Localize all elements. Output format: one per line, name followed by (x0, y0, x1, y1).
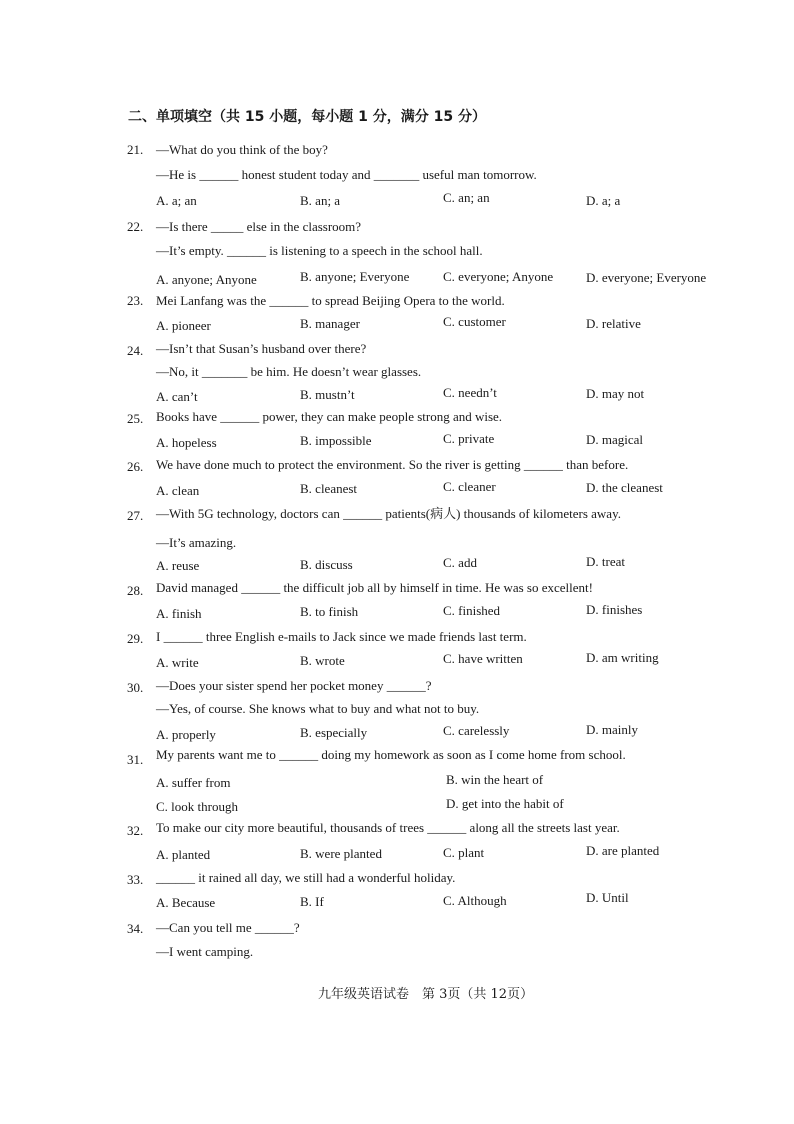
answer-option: A. suffer from (156, 775, 231, 790)
question-text: David managed ______ the difficult job all by himself in time. He was so excellent! (156, 580, 593, 595)
answer-option: B. especially (300, 725, 368, 740)
question-text: —What do you think of the boy? (156, 142, 328, 157)
answer-option: C. Although (443, 893, 507, 908)
answer-option: B. were planted (300, 846, 382, 861)
answer-option: D. everyone; Everyone (586, 270, 707, 285)
section-title: 二、单项填空（共 15 小题，每小题 1 分，满分 15 分） (128, 109, 486, 125)
answer-option: A. anyone; Anyone (156, 272, 257, 287)
answer-option: C. cleaner (443, 479, 496, 494)
answer-option: C. customer (443, 314, 506, 329)
page-footer: 九年级英语试卷 第 3页（共 12页） (318, 987, 534, 1002)
answer-option: D. are planted (586, 843, 660, 858)
answer-option: B. to finish (300, 604, 359, 619)
question-text: Books have ______ power, they can make people strong and wise. (156, 409, 503, 424)
question-text: —Is there _____ else in the classroom? (156, 219, 362, 234)
answer-option: A. a; an (156, 193, 197, 208)
answer-option: A. planted (156, 847, 211, 862)
answer-option: D. am writing (586, 650, 659, 665)
question-number: 32. (127, 823, 144, 838)
question-number: 21. (127, 142, 144, 157)
answer-option: B. manager (300, 316, 360, 331)
question-text: —No, it _______ be him. He doesn’t wear glasses. (156, 364, 422, 379)
answer-option: C. add (443, 555, 477, 570)
answer-option: D. relative (586, 316, 641, 331)
question-number: 33. (127, 872, 144, 887)
answer-option: B. win the heart of (446, 772, 544, 787)
answer-option: C. look through (156, 799, 238, 814)
question-number: 23. (127, 293, 144, 308)
answer-option: B. an; a (300, 193, 341, 208)
question-number: 27. (127, 508, 144, 523)
answer-option: D. mainly (586, 722, 638, 737)
question-text: ______ it rained all day, we still had a wonderful holiday. (156, 870, 456, 885)
question-text: —Isn’t that Susan’s husband over there? (156, 341, 367, 356)
answer-option: A. pioneer (156, 318, 211, 333)
question-number: 34. (127, 921, 144, 936)
question-text: We have done much to protect the environment. So the river is getting ______ than before. (156, 457, 629, 472)
answer-option: B. discuss (300, 557, 353, 572)
answer-option: C. have written (443, 651, 523, 666)
answer-option: A. clean (156, 483, 200, 498)
answer-option: B. wrote (300, 653, 345, 668)
answer-option: C. plant (443, 845, 485, 860)
question-text: —Yes, of course. She knows what to buy and what not to buy. (156, 701, 480, 716)
question-text: —With 5G technology, doctors can ______ patients(病人) thousands of kilometers away. (156, 506, 621, 521)
question-number: 24. (127, 343, 144, 358)
answer-option: B. anyone; Everyone (300, 269, 410, 284)
answer-option: A. properly (156, 727, 216, 742)
question-number: 22. (127, 219, 144, 234)
answer-option: D. finishes (586, 602, 643, 617)
answer-option: D. get into the habit of (446, 796, 564, 811)
question-text: I ______ three English e-mails to Jack since we made friends last term. (156, 629, 527, 644)
answer-option: D. the cleanest (586, 480, 663, 495)
answer-option: A. finish (156, 606, 202, 621)
question-text: —It’s empty. ______ is listening to a speech in the school hall. (156, 243, 483, 258)
answer-option: A. can’t (156, 389, 198, 404)
answer-option: A. write (156, 655, 199, 670)
question-text: My parents want me to ______ doing my homework as soon as I come home from school. (156, 747, 626, 762)
answer-option: A. reuse (156, 558, 200, 573)
question-number: 26. (127, 459, 144, 474)
answer-option: D. a; a (586, 193, 621, 208)
question-text: —Does your sister spend her pocket money ______? (156, 678, 432, 693)
question-number: 30. (127, 680, 144, 695)
answer-option: B. mustn’t (300, 387, 355, 402)
answer-option: A. hopeless (156, 435, 217, 450)
answer-option: A. Because (156, 895, 216, 910)
answer-option: C. private (443, 431, 495, 446)
question-number: 25. (127, 411, 144, 426)
answer-option: C. finished (443, 603, 501, 618)
question-text: —He is ______ honest student today and _______ useful man tomorrow. (156, 167, 537, 182)
question-text: Mei Lanfang was the ______ to spread Beijing Opera to the world. (156, 293, 505, 308)
answer-option: D. treat (586, 554, 625, 569)
answer-option: B. impossible (300, 433, 372, 448)
question-text: —It’s amazing. (156, 535, 237, 550)
answer-option: C. needn’t (443, 385, 497, 400)
question-number: 28. (127, 583, 144, 598)
answer-option: B. If (300, 894, 324, 909)
answer-option: D. may not (586, 386, 645, 401)
question-number: 31. (127, 752, 144, 767)
answer-option: D. magical (586, 432, 644, 447)
question-text: —Can you tell me ______? (156, 920, 300, 935)
answer-option: C. carelessly (443, 723, 510, 738)
answer-option: D. Until (586, 890, 629, 905)
answer-option: C. everyone; Anyone (443, 269, 554, 284)
answer-option: B. cleanest (300, 481, 358, 496)
question-number: 29. (127, 631, 144, 646)
answer-option: C. an; an (443, 190, 490, 205)
question-text: To make our city more beautiful, thousands of trees ______ along all the streets last year. (156, 820, 620, 835)
question-text: —I went camping. (156, 944, 254, 959)
